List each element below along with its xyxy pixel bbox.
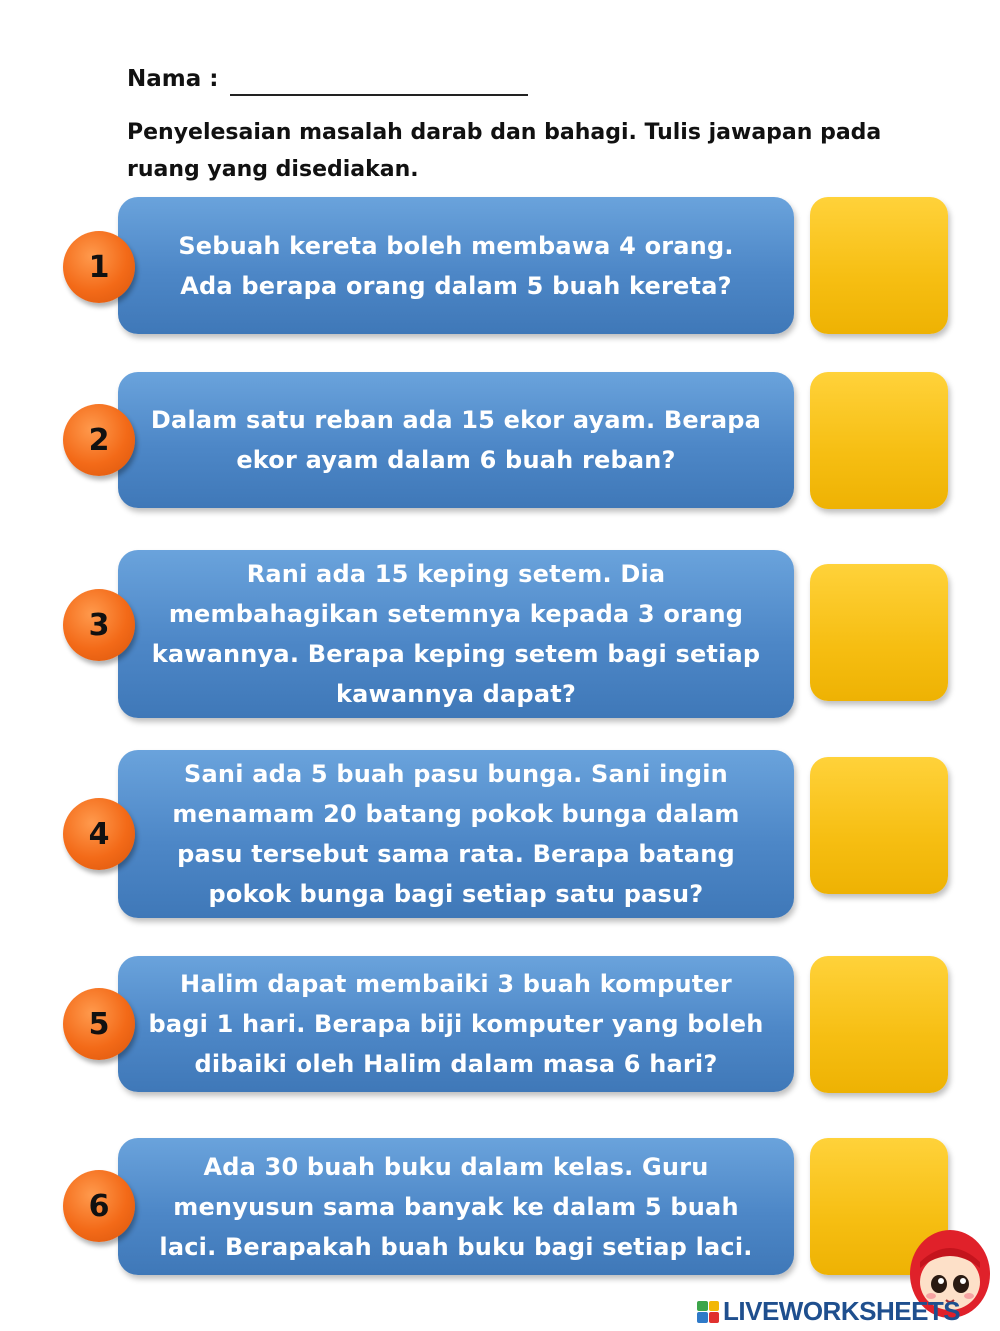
instructions-text: Penyelesaian masalah darab dan bahagi. Tulis jawapan pada ruang yang disediakan. (127, 120, 882, 182)
question-number-1: 1 (63, 231, 135, 303)
watermark-text: LIVEWORKSHEETS (723, 1296, 961, 1326)
liveworksheets-logo-icon (697, 1301, 719, 1323)
question-text-2: Dalam satu reban ada 15 ekor ayam. Berapa ekor ayam dalam 6 buah reban? (150, 406, 762, 474)
question-text-5: Halim dapat membaiki 3 buah komputer bagi 1 hari. Berapa biji komputer yang boleh dibaiki oleh Halim dalam masa 6 hari? (148, 970, 764, 1078)
question-number-3: 3 (63, 589, 135, 661)
question-number-2: 2 (63, 404, 135, 476)
question-text-4: Sani ada 5 buah pasu bunga. Sani ingin menamam 20 batang pokok bunga dalam pasu tersebut sama rata. Berapa batang pokok bunga bagi setiap satu pasu? (172, 760, 740, 908)
watermark (697, 1296, 960, 1327)
question-number-6: 6 (63, 1170, 135, 1242)
question-card-4 (118, 750, 794, 918)
question-number-4: 4 (63, 798, 135, 870)
question-text-3: Rani ada 15 keping setem. Dia membahagikan setemnya kepada 3 orang kawannya. Berapa keping setem bagi setiap kawannya dapat? (151, 560, 761, 708)
question-card-6 (118, 1138, 794, 1275)
question-text-1: Sebuah kereta boleh membawa 4 orang. Ada berapa orang dalam 5 buah kereta? (178, 231, 734, 300)
question-card-3 (118, 550, 794, 718)
question-card-2 (118, 372, 794, 508)
question-text-6: Ada 30 buah buku dalam kelas. Guru menyusun sama banyak ke dalam 5 buah laci. Berapakah buah buku bagi setiap laci. (159, 1152, 753, 1261)
answer-box-3[interactable] (810, 564, 948, 701)
answer-box-1[interactable] (810, 197, 948, 334)
answer-box-5[interactable] (810, 956, 948, 1093)
question-number-5: 5 (63, 988, 135, 1060)
answer-box-4[interactable] (810, 757, 948, 894)
answer-box-2[interactable] (810, 372, 948, 509)
name-line (230, 94, 528, 96)
name-label: Nama : (127, 66, 219, 92)
question-card-1 (118, 197, 794, 334)
question-card-5 (118, 956, 794, 1092)
